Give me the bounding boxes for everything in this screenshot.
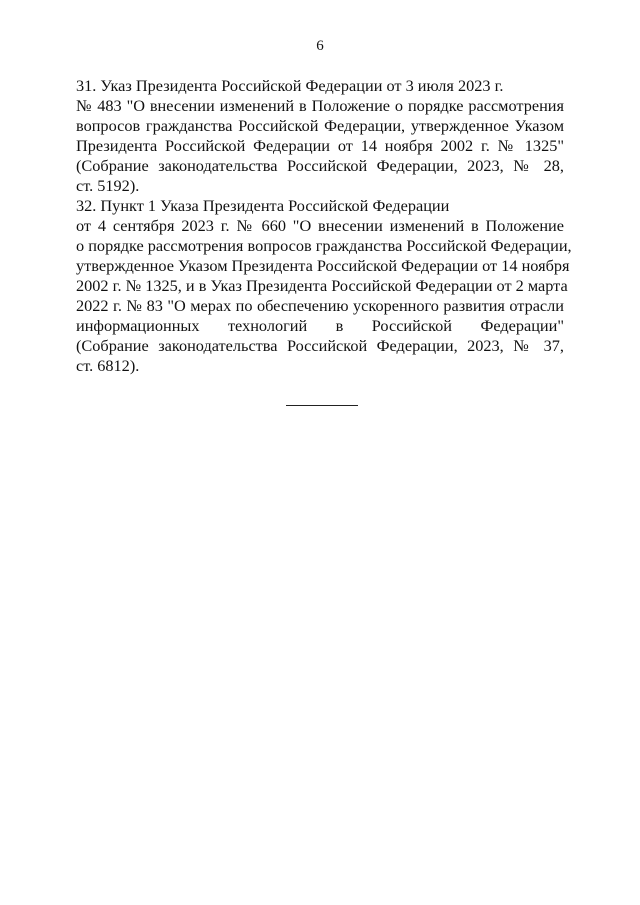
paragraph-32 (76, 196, 572, 376)
paragraph-line: от 4 сентября 2023 г. № 660 "О внесении изменений в Положение (76, 216, 564, 235)
paragraph-line: вопросов гражданства Российской Федерации, утвержденное Указом (76, 116, 564, 135)
paragraph-line: 31. Указ Президента Российской Федерации от 3 июля 2023 г. (76, 76, 504, 95)
paragraph-line: о порядке рассмотрения вопросов гражданства Российской Федерации, (76, 236, 572, 255)
paragraph-line: № 483 "О внесении изменений в Положение о порядке рассмотрения (76, 96, 564, 115)
paragraph-line: информационных технологий в Российской Федерации" (76, 316, 564, 335)
paragraph-line: (Собрание законодательства Российской Федерации, 2023, № 37, (76, 336, 564, 355)
paragraph-line: 32. Пункт 1 Указа Президента Российской Федерации (76, 196, 450, 215)
paragraph-line: ст. 5192). (76, 176, 140, 195)
paragraph-line: Президента Российской Федерации от 14 ноября 2002 г. № 1325" (76, 136, 564, 155)
paragraph-line: 2022 г. № 83 "О мерах по обеспечению ускоренного развития отрасли (76, 296, 564, 315)
paragraph-line: 2002 г. № 1325, и в Указ Президента Российской Федерации от 2 марта (76, 276, 568, 295)
page-number: 6 (316, 38, 324, 54)
end-separator-line (286, 405, 358, 406)
paragraph-line: ст. 6812). (76, 356, 140, 375)
paragraph-line: (Собрание законодательства Российской Федерации, 2023, № 28, (76, 156, 564, 175)
document-body (76, 76, 572, 376)
paragraph-line: утвержденное Указом Президента Российской Федерации от 14 ноября (76, 256, 570, 275)
paragraph-31 (76, 76, 564, 196)
